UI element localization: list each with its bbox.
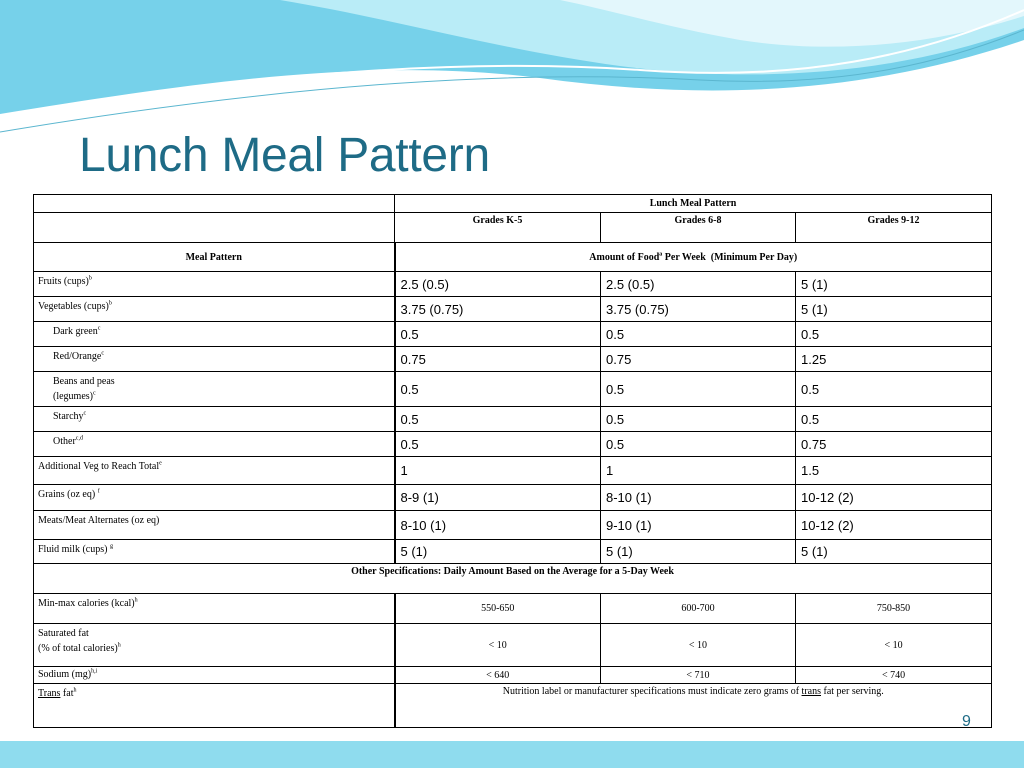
grade-header-6-8: Grades 6-8 [601, 213, 796, 243]
table-row [34, 407, 992, 432]
amount-header: Amount of Food$^a$ Per Week (Minimum Per Day) [395, 243, 992, 272]
grade-header-k5: Grades K-5 [395, 213, 601, 243]
value-cell: < 10 [796, 624, 992, 667]
value-cell: 3.75 (0.75) [601, 297, 796, 322]
table-caption: Lunch Meal Pattern [395, 195, 992, 213]
value-cell: 0.5 [796, 407, 992, 432]
row-label: Red/Orange$^c$ [34, 347, 395, 372]
value-cell: 3.75 (0.75) [395, 297, 601, 322]
table-row [34, 457, 992, 485]
spec-row [34, 594, 992, 624]
value-cell: < 10 [601, 624, 796, 667]
table-row [34, 322, 992, 347]
row-label: Saturated fat (% of total calories)$^h$ [34, 624, 395, 667]
value-cell: 1.5 [796, 457, 992, 485]
value-cell: 2.5 (0.5) [601, 272, 796, 297]
row-label: Fluid milk (cups) $^g$ [34, 540, 395, 564]
value-cell: 5 (1) [796, 540, 992, 564]
value-cell: 0.75 [796, 432, 992, 457]
value-cell: 550-650 [395, 594, 601, 624]
value-cell: < 10 [395, 624, 601, 667]
value-cell: 0.5 [796, 322, 992, 347]
table-row [34, 511, 992, 540]
value-cell: 0.75 [395, 347, 601, 372]
row-label: Fruits (cups)$^b$ [34, 272, 395, 297]
table-row [34, 432, 992, 457]
row-label: Starchy$^c$ [34, 407, 395, 432]
table-caption-row [34, 195, 992, 213]
value-cell: 1.25 [796, 347, 992, 372]
value-cell: 5 (1) [796, 272, 992, 297]
value-cell: 0.5 [395, 407, 601, 432]
value-cell: 0.5 [601, 407, 796, 432]
value-cell: 10-12 (2) [796, 511, 992, 540]
value-cell: 5 (1) [796, 297, 992, 322]
table-row [34, 272, 992, 297]
row-label: Vegetables (cups)$^b$ [34, 297, 395, 322]
row-label: Additional Veg to Reach Total$^e$ [34, 457, 395, 485]
value-cell: 5 (1) [601, 540, 796, 564]
value-cell: 10-12 (2) [796, 485, 992, 511]
row-label: Dark green$^c$ [34, 322, 395, 347]
row-label: Beans and peas (legumes)$^c$ [34, 372, 395, 407]
value-cell: 750-850 [796, 594, 992, 624]
value-cell: < 640 [395, 667, 601, 684]
row-label: Grains (oz eq) $^f$ [34, 485, 395, 511]
table-row [34, 372, 992, 407]
row-label: Min-max calories (kcal)$^h$ [34, 594, 395, 624]
row-label: Sodium (mg)$^{h,i}$ [34, 667, 395, 684]
value-cell: 0.5 [601, 372, 796, 407]
value-cell: 1 [395, 457, 601, 485]
table-row [34, 297, 992, 322]
row-label: Trans fat$^h$ [34, 684, 395, 728]
slide-title: Lunch Meal Pattern [79, 129, 490, 182]
value-cell: 0.5 [601, 322, 796, 347]
table-row [34, 485, 992, 511]
table-row [34, 540, 992, 564]
value-cell: 600-700 [601, 594, 796, 624]
value-cell: 0.5 [796, 372, 992, 407]
trans-fat-note: Nutrition label or manufacturer specifications must indicate zero grams of trans fat per serving. [395, 684, 992, 728]
value-cell: 0.5 [601, 432, 796, 457]
column-header-row [34, 243, 992, 272]
value-cell: 8-10 (1) [601, 485, 796, 511]
value-cell: 0.5 [395, 372, 601, 407]
lunch-meal-pattern-table [33, 194, 992, 728]
grade-header-9-12: Grades 9-12 [796, 213, 992, 243]
spec-row [34, 624, 992, 667]
value-cell: 9-10 (1) [601, 511, 796, 540]
grades-header-row [34, 213, 992, 243]
page-number: 9 [962, 713, 971, 730]
value-cell: < 740 [796, 667, 992, 684]
row-label: Meats/Meat Alternates (oz eq) [34, 511, 395, 540]
other-specs-header: Other Specifications: Daily Amount Based on the Average for a 5-Day Week [34, 564, 992, 594]
footer-band [0, 741, 1024, 768]
value-cell: 8-9 (1) [395, 485, 601, 511]
other-specs-header-row [34, 564, 992, 594]
value-cell: 8-10 (1) [395, 511, 601, 540]
value-cell: 0.75 [601, 347, 796, 372]
value-cell: 0.5 [395, 432, 601, 457]
value-cell: 2.5 (0.5) [395, 272, 601, 297]
header-wave-decoration [0, 0, 1024, 140]
table-row [34, 347, 992, 372]
row-label: Other$^{c,d}$ [34, 432, 395, 457]
value-cell: 1 [601, 457, 796, 485]
value-cell: 5 (1) [395, 540, 601, 564]
value-cell: < 710 [601, 667, 796, 684]
trans-fat-row [34, 684, 992, 728]
spec-row [34, 667, 992, 684]
value-cell: 0.5 [395, 322, 601, 347]
meal-pattern-header: Meal Pattern [34, 243, 395, 272]
